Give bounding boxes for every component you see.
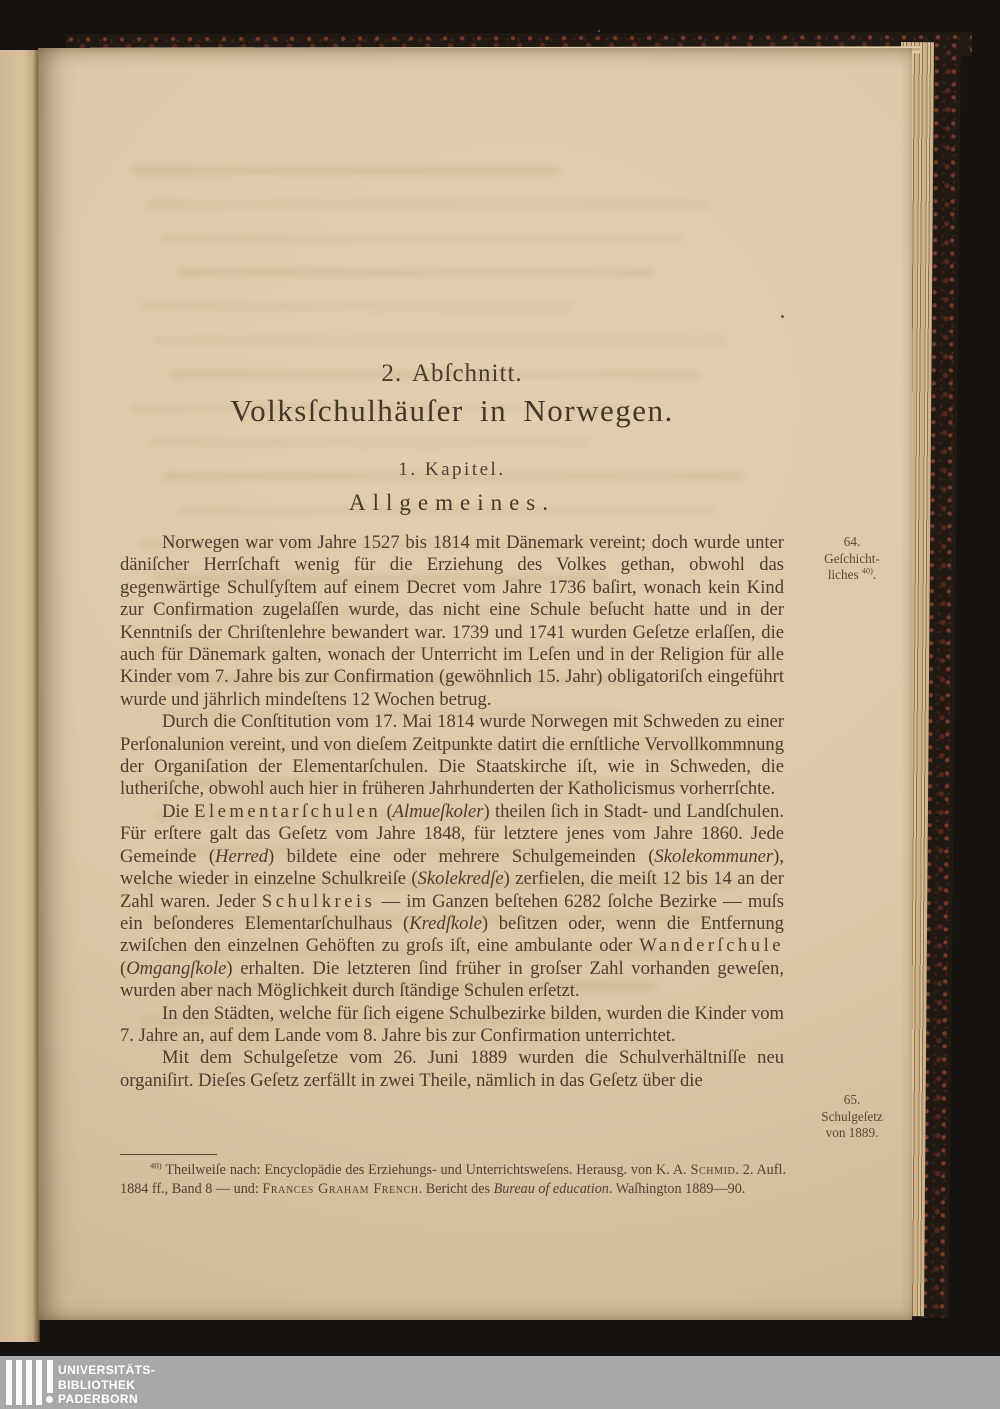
facing-page-sliver bbox=[0, 50, 40, 1342]
body-text bbox=[120, 532, 784, 1092]
margin-note-number: 64. bbox=[843, 534, 861, 549]
logo-bar bbox=[36, 1360, 42, 1405]
logo-bar bbox=[6, 1360, 12, 1405]
page-speck bbox=[598, 30, 600, 32]
library-name-line: PADERBORN bbox=[58, 1392, 139, 1406]
logo-bar bbox=[26, 1360, 32, 1405]
library-logo-icon bbox=[6, 1360, 53, 1405]
margin-note-text: Geſchicht- liches $^{40)}$. bbox=[824, 550, 880, 582]
margin-note bbox=[792, 1092, 912, 1142]
page-title: Volksſchulhäuſer in Norwegen. bbox=[230, 393, 674, 428]
margin-note bbox=[792, 534, 912, 584]
paragraph: Die Elementarſchulen (Almueſkoler) theilen ſich in Stadt- und Landſchulen. Für erſtere galt das Geſetz vom Jahre 1848, für letztere jenes vom Jahre 1860. Jede Gemeinde (Herred) bildete eine oder mehrere Schulgemeinden (Skolekommuner), welche wieder in einzelne Schulkreiſe (Skolekredſe) zerfielen, die meiſt 12 bis 14 an der Zahl waren. Jeder Schulkreis — im Ganzen beſtehen 6282 ſolche Bezirke — muſs ein beſonderes Elementarſchulhaus (Kredſkole) beſitzen oder, wenn die Entfernung zwiſchen den einzelnen Gehöften zu groſs iſt, eine ambulante oder Wanderſchule (Omgangſkole) erhalten. Die letzteren ſind früher in groſser Zahl vorhanden geweſen, wurden aber nach Möglichkeit durch ſtändige Schulen erſetzt. bbox=[120, 800, 784, 1002]
library-name bbox=[58, 1363, 155, 1407]
chapter-heading: 1. Kapitel. bbox=[398, 459, 506, 480]
library-watermark-bar bbox=[0, 1356, 1000, 1409]
logo-bar bbox=[16, 1360, 22, 1405]
margin-note-number: 65. bbox=[843, 1092, 861, 1107]
margin-note-text: Schulgeſetz von 1889. bbox=[821, 1108, 883, 1140]
paragraph: Durch die Conſtitution vom 17. Mai 1814 wurde Norwegen mit Schweden zu einer Perſonalunion vereint, und von dieſem Zeitpunkte datirt die ernſtliche Vervollkommnung der Organiſation der Elementarſchulen. Die Staatskirche iſt, wie in Schweden, die lutheriſche, obwohl auch hier in früheren Jahrhunderten der Katholicismus vorherrſchte. bbox=[120, 711, 784, 800]
book-page bbox=[38, 48, 912, 1320]
chapter-subtitle: Allgemeines. bbox=[349, 490, 555, 515]
paragraph: Mit dem Schulgeſetze vom 26. Juni 1889 wurden die Schulverhältniſſe neu organiſirt. Dieſes Geſetz zerfällt in zwei Theile, nämlich in das Geſetz über die bbox=[120, 1047, 784, 1091]
page-speck bbox=[781, 315, 784, 318]
logo-exclamation bbox=[46, 1360, 53, 1405]
footnote-rule bbox=[120, 1154, 217, 1155]
library-name-line: UNIVERSITÄTS- bbox=[58, 1363, 156, 1377]
footnote: $^{40)}$ Theilweiſe nach: Encyclopädie des Erziehungs- und Unterrichtsweſens. Herausg. von K. A. Schmid. 2. Aufl. 1884 ff., Band 8 — und: Frances Graham French. Bericht des Bureau of education. Waſhington 1889—90. bbox=[120, 1160, 786, 1197]
section-heading: 2. Abſchnitt. bbox=[381, 360, 523, 387]
paragraph: Norwegen war vom Jahre 1527 bis 1814 mit Dänemark vereint; doch wurde unter däniſcher Herrſchaft wenig für die Erziehung des Volkes gethan, obwohl das gegenwärtige Schulſyſtem auf einem Decret vom Jahre 1736 baſirt, wonach kein Kind zur Confirmation zugelaſſen wurde, das nicht eine Schule beſucht hatte und in der Kenntniſs der Chriſtenlehre bewandert war. 1739 und 1741 wurden Geſetze erlaſſen, die auch für Dänemark galten, wonach der Unterricht im Leſen und in der Religion für alle Kinder vom 7. Jahre bis zur Confirmation (gewöhnlich 15. Jahr) obligatoriſch eingeführt wurde und jährlich mindeſtens 12 Wochen betrug. bbox=[120, 532, 784, 710]
paragraph: In den Städten, welche für ſich eigene Schulbezirke bilden, wurden die Kinder vom 7. Jahre an, auf dem Lande vom 8. Jahre bis zur Confirmation unterrichtet. bbox=[120, 1002, 784, 1046]
library-name-line: BIBLIOTHEK bbox=[58, 1377, 136, 1392]
